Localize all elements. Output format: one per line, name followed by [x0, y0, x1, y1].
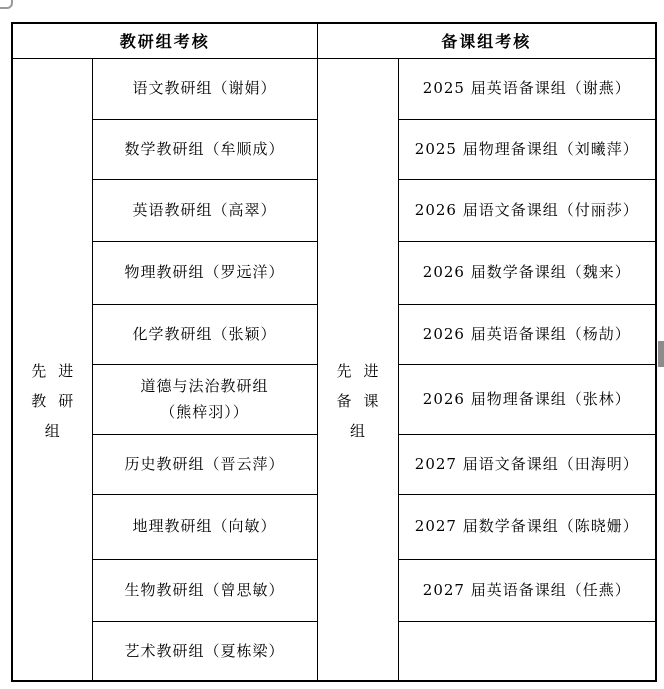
left-row-history: 历史教研组（晋云萍）: [92, 434, 317, 494]
left-row-geography: 地理教研组（向敏）: [92, 494, 317, 559]
header-lesson-prep-group: 备课组考核: [317, 23, 656, 58]
left-group-label-line1: 先进: [31, 362, 86, 381]
right-row-2025-english: 2025 届英语备课组（谢燕）: [398, 58, 656, 119]
scrollbar-thumb-artifact[interactable]: [658, 341, 664, 367]
left-row-morality-law-line2: （熊梓羽））: [160, 403, 249, 421]
right-group-label-line2: 备课组: [336, 392, 391, 441]
right-row-2026-english: 2026 届英语备课组（杨劼）: [398, 304, 656, 364]
left-row-math: 数学教研组（牟顺成）: [92, 119, 317, 179]
left-group-label: [12, 58, 92, 681]
right-empty-cell: [398, 621, 656, 681]
right-row-2026-math: 2026 届数学备课组（魏来）: [398, 241, 656, 304]
right-group-label: [317, 58, 398, 681]
header-row: [12, 23, 656, 58]
left-group-label-line2: 教研组: [31, 392, 86, 441]
left-row-biology: 生物教研组（曾思敏）: [92, 559, 317, 621]
left-row-morality-law: [92, 364, 317, 434]
right-row-2027-math: 2027 届数学备课组（陈晓姗）: [398, 494, 656, 559]
assessment-table: [11, 22, 657, 682]
right-row-2025-physics: 2025 届物理备课组（刘曦萍）: [398, 119, 656, 179]
left-row-physics: 物理教研组（罗远洋）: [92, 241, 317, 304]
right-row-2027-english: 2027 届英语备课组（任燕）: [398, 559, 656, 621]
left-row-chinese: 语文教研组（谢娟）: [92, 58, 317, 119]
table-row: [12, 58, 656, 119]
left-row-chemistry: 化学教研组（张颖）: [92, 304, 317, 364]
right-row-2026-chinese: 2026 届语文备课组（付丽莎）: [398, 179, 656, 241]
window-corner-artifact: [0, 0, 13, 9]
right-row-2027-chinese: 2027 届语文备课组（田海明）: [398, 434, 656, 494]
header-teaching-research-group: 教研组考核: [12, 23, 317, 58]
right-group-label-line1: 先进: [336, 362, 391, 381]
right-row-2026-physics: 2026 届物理备课组（张林）: [398, 364, 656, 434]
left-row-morality-law-line1: 道德与法治教研组: [140, 377, 269, 395]
left-row-english: 英语教研组（高翠）: [92, 179, 317, 241]
left-row-art: 艺术教研组（夏栋梁）: [92, 621, 317, 681]
